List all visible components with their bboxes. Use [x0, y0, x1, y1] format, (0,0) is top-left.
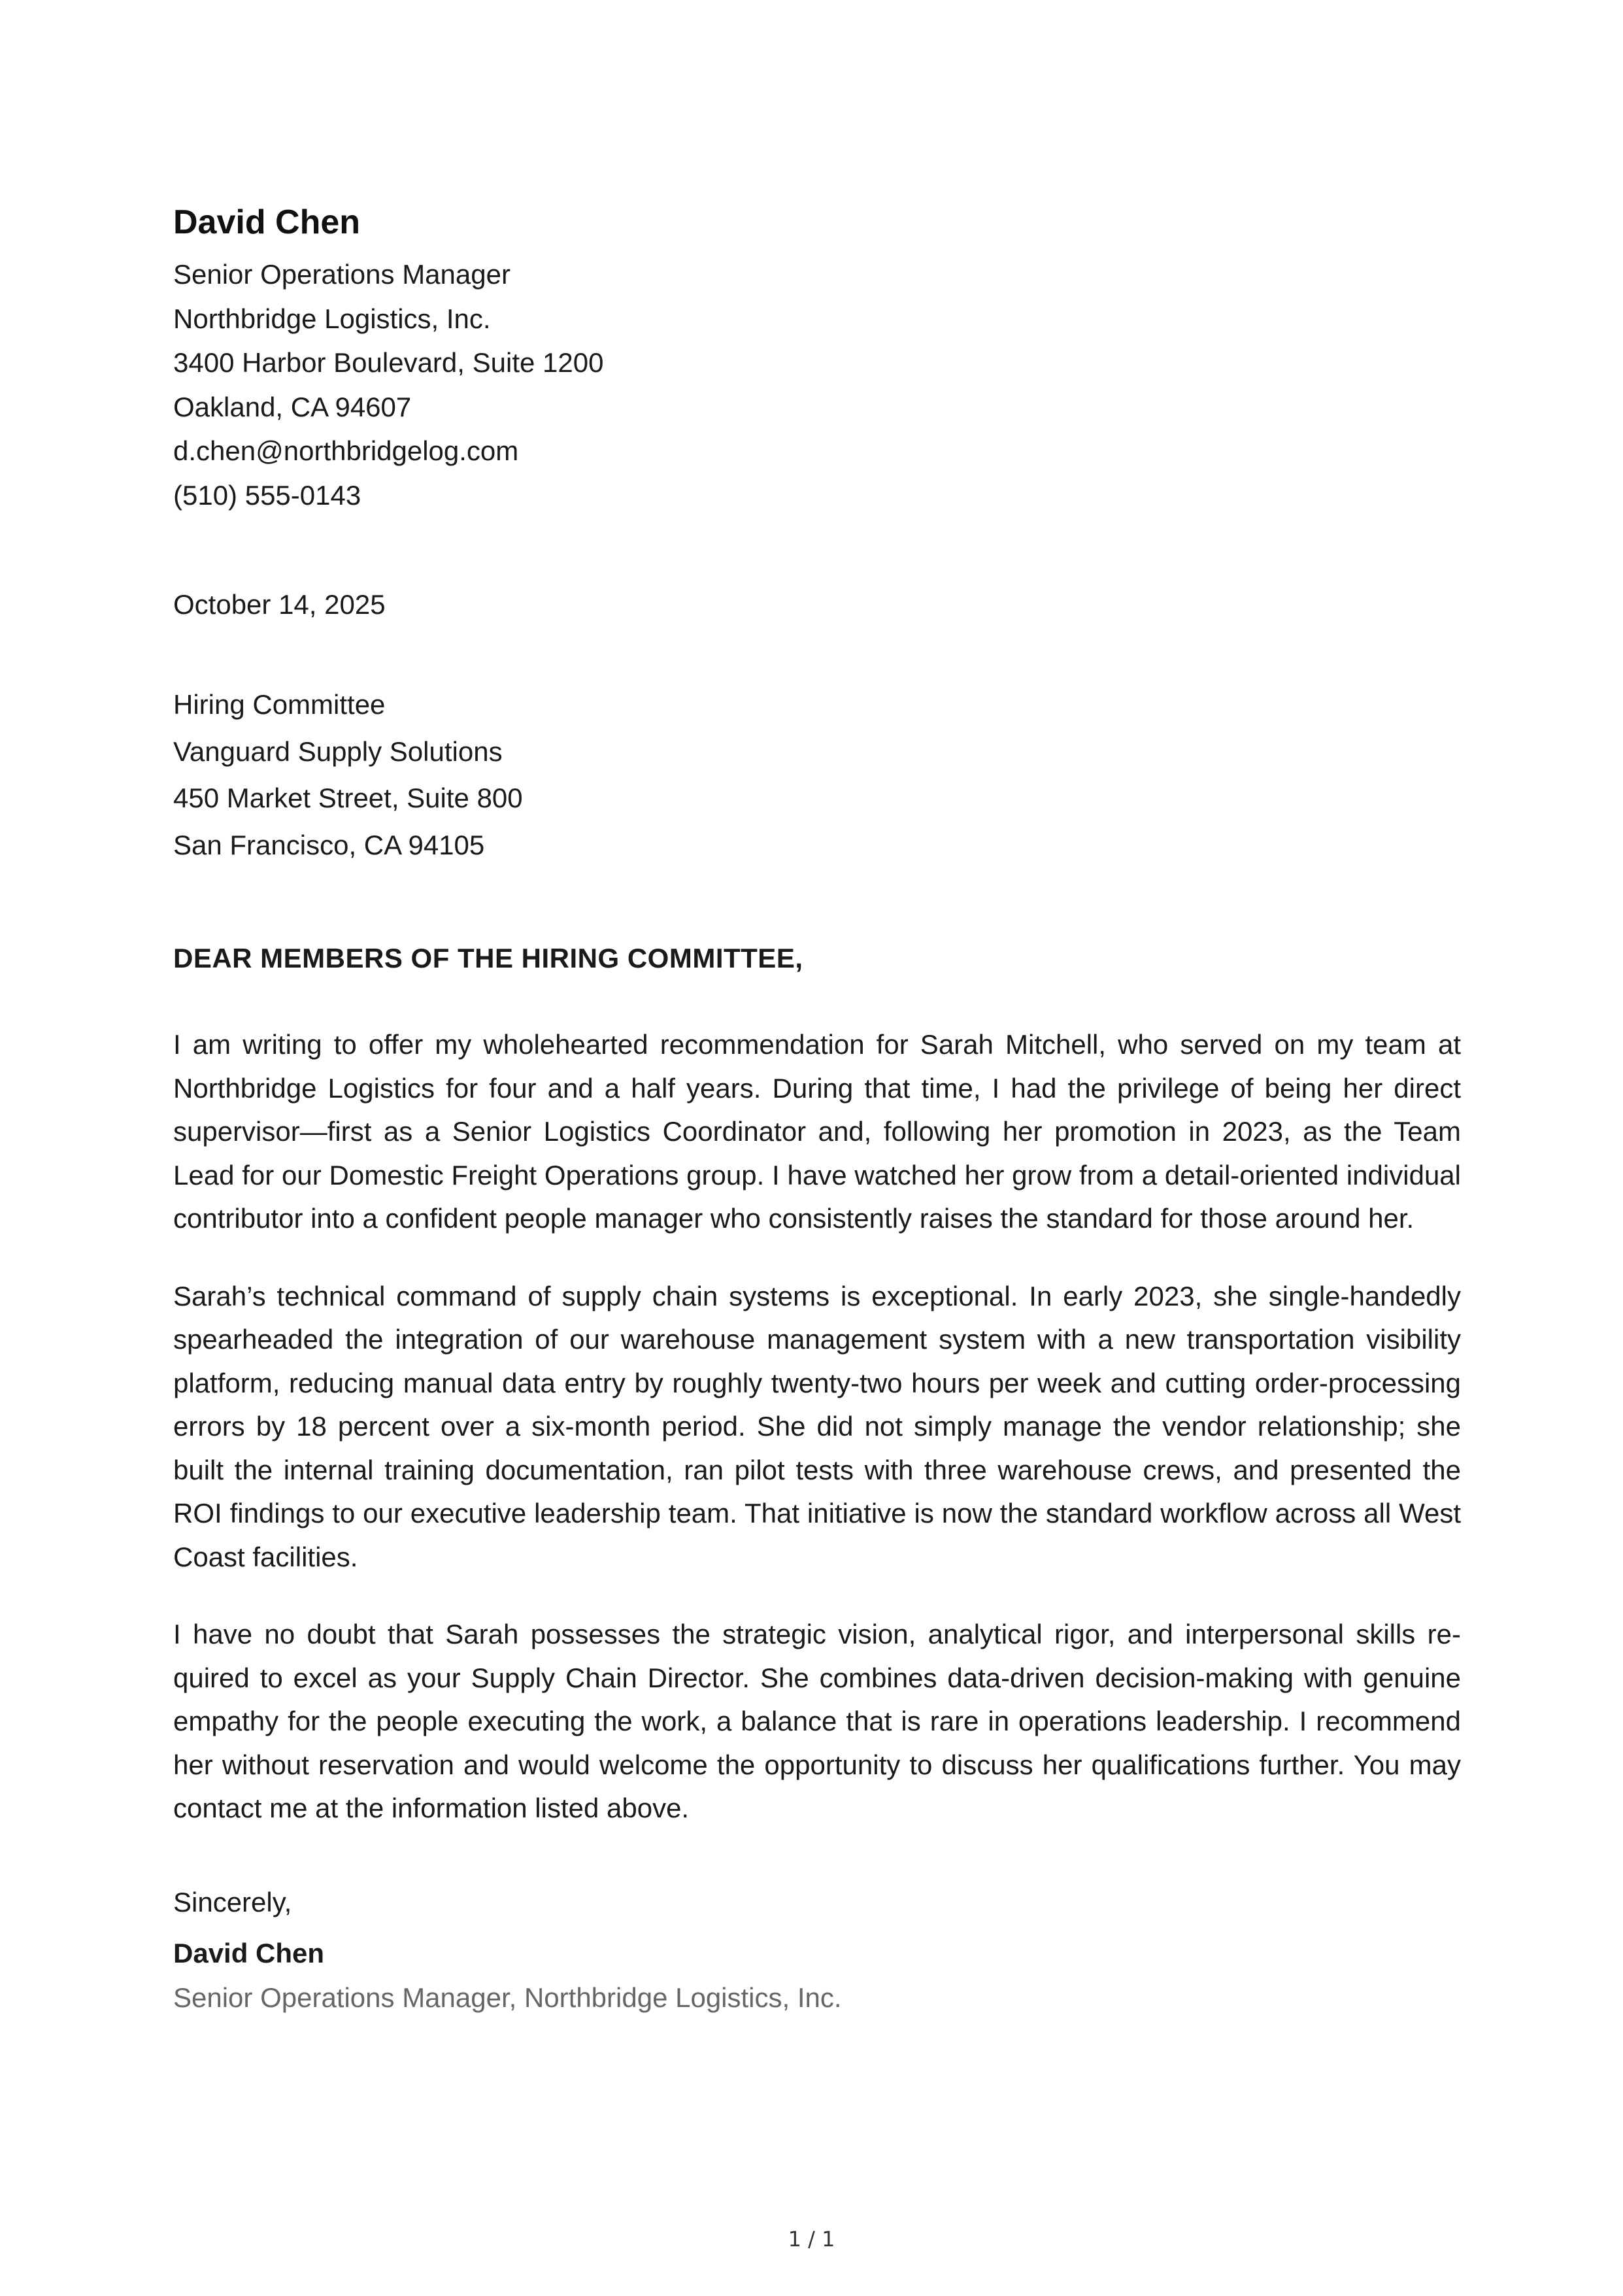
- closing-block: [173, 1883, 1461, 2017]
- recipient-city: San Francisco, CA 94105: [173, 829, 485, 860]
- sender-block: [173, 196, 1461, 517]
- signer-title: Senior Operations Manager, Northbridge Logistics, Inc.: [173, 1982, 842, 2013]
- letter-content: [173, 196, 1461, 2017]
- sender-phone: (510) 555-0143: [173, 479, 361, 511]
- page-number: 1 / 1: [788, 2227, 835, 2252]
- sender-company: Northbridge Logistics, Inc.: [173, 303, 491, 334]
- letter-body: [173, 1023, 1461, 1831]
- salutation: DEAR MEMBERS OF THE HIRING COMMITTEE,: [173, 943, 803, 973]
- signer-name: David Chen: [173, 1937, 325, 1968]
- body-paragraph: I have no doubt that Sarah possesses the strategic vision, analytical rigor, and interpersonal skills required to excel as your Supply Chain Director. She combines data-driven decision-making with genuine empathy for the people executing the work, a balance that is rare in operations leadership. I recommend her without reservation and would welcome the opportunity to discuss her qualifications further. You may contact me at the information listed above.: [173, 1619, 1461, 1823]
- recipient-attention: Hiring Committee: [173, 689, 386, 720]
- recipient-street: 450 Market Street, Suite 800: [173, 783, 523, 813]
- sender-city: Oakland, CA 94607: [173, 391, 412, 422]
- sender-street: 3400 Harbor Boulevard, Suite 1200: [173, 347, 604, 378]
- sender-name: David Chen: [173, 203, 361, 241]
- recipient-block: [173, 681, 1461, 868]
- body-paragraph: Sarah’s technical command of supply chain systems is exceptional. In early 2023, she single-handedly spearheaded the integration of our warehouse management system with a new transportation visibility platform, reducing manual data entry by roughly twenty-two hours per week and cutting order-processing errors by 18 percent over a six-month period. She did not simply manage the vendor relationship; she built the internal training documentation, ran pilot tests with three warehouse crews, and presented the ROI findings to our executive leadership team. That initiative is now the standard workflow across all West Coast facilities.: [173, 1280, 1461, 1572]
- recipient-company: Vanguard Supply Solutions: [173, 735, 503, 767]
- letter-date: October 14, 2025: [173, 589, 386, 620]
- sender-title: Senior Operations Manager: [173, 259, 510, 290]
- valediction: Sincerely,: [173, 1886, 292, 1917]
- body-paragraph: I am writing to offer my wholehearted recommendation for Sarah Mitchell, who served on my team at Northbridge Logistics for four and a half years. During that time, I had the privilege of being her direct supervisor—first as a Senior Logistics Coordinator and, following her promotion in 2023, as the Team Lead for our Domestic Freight Operations group. I have watched her grow from a detail-oriented individual contributor into a confident people manager who consistently raises the standard for those around her.: [173, 1029, 1461, 1234]
- sender-email: d.chen@northbridgelog.com: [173, 435, 519, 466]
